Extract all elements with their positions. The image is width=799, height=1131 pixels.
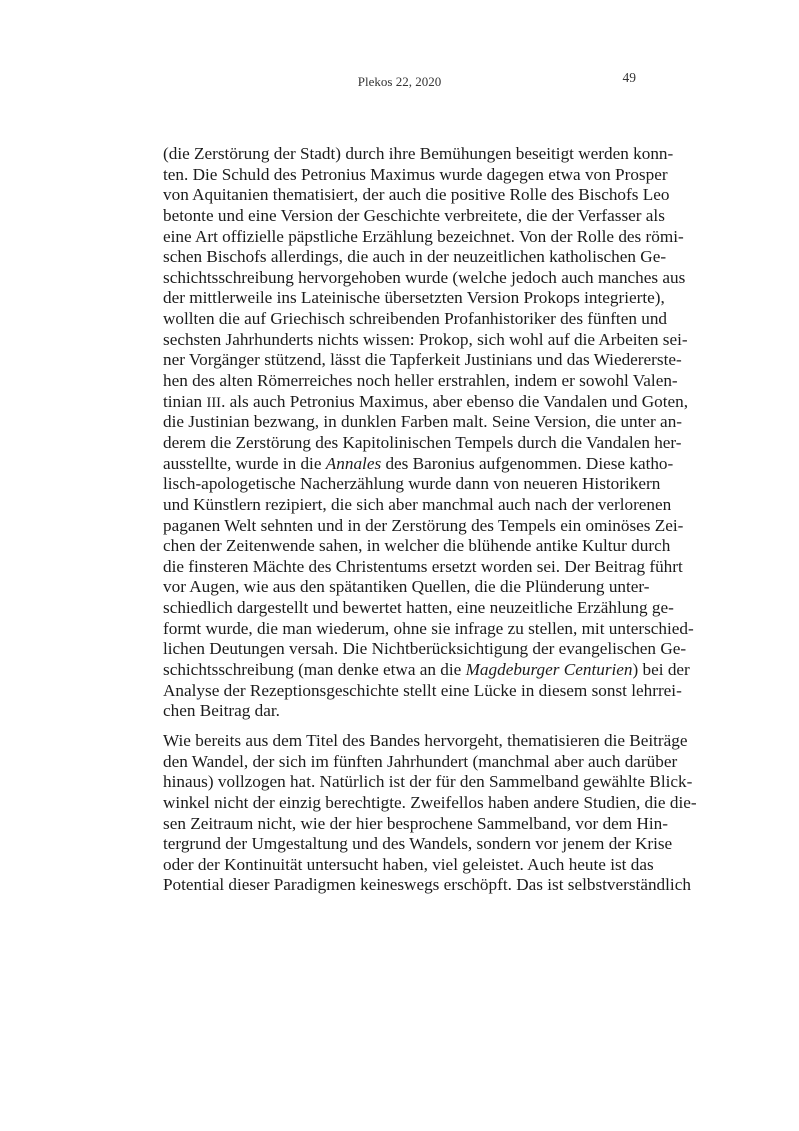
text-line: [163, 350, 682, 371]
text-line: [163, 536, 671, 557]
text-line: [163, 751, 678, 773]
text-line: [163, 329, 688, 351]
text-run: wollten die auf Griechisch schreibenden Profanhistoriker des fünften und: [163, 309, 668, 329]
text-run: Wie bereits aus dem Titel des Bandes hervorgeht, thematisieren die Beiträge: [163, 730, 688, 750]
text-run: hen des alten Römerreiches noch heller erstrahlen, indem er sowohl Valen-: [163, 371, 678, 391]
text-line: [163, 792, 697, 814]
text-run: lichen Deutungen versah. Die Nichtberücksichtigung der evangelischen Ge-: [163, 639, 687, 659]
text-run: Analyse der Rezeptionsgeschichte stellt eine Lücke in diesem sonst lehrrei-: [163, 680, 682, 700]
text-line: [163, 701, 636, 722]
text-run: oder der Kontinuität untersucht haben, viel geleistet. Auch heute ist das: [163, 854, 654, 874]
text-run: schichtsschreibung hervorgehoben wurde (welche jedoch auch manches aus: [163, 267, 686, 287]
text-line: [163, 247, 667, 268]
text-line: [163, 371, 678, 392]
text-run: tinian: [163, 391, 207, 411]
text-run: den Wandel, der sich im fünften Jahrhundert (manchmal aber auch darüber: [163, 751, 678, 771]
running-header: [163, 70, 636, 94]
text-run: Potential dieser Paradigmen keineswegs erschöpft. Das ist selbstverständlich: [163, 875, 691, 895]
page-number: 49: [622, 70, 636, 85]
text-run: und Künstlern rezipiert, die sich aber manchmal auch nach der verlorenen: [163, 494, 672, 514]
text-run: ner Vorgänger stützend, lässt die Tapferkeit Justinians und das Wiedererste-: [163, 350, 682, 370]
text-run: schen Bischofs allerdings, die auch in der neuzeitlichen katholischen Ge-: [163, 247, 667, 267]
text-line: [163, 598, 674, 619]
text-run: vor Augen, wie aus den spätantiken Quellen, die die Plünderung unter-: [163, 577, 650, 597]
text-line: [163, 515, 684, 537]
text-line: [163, 556, 683, 578]
roman-numeral: III: [206, 394, 222, 411]
paragraph-2: [163, 730, 697, 896]
text-line: [163, 772, 693, 793]
text-run: betonte und eine Version der Geschichte verbreitete, die der Verfasser als: [163, 205, 665, 225]
text-run: eine Art offizielle päpstliche Erzählung bezeichnet. Von der Rolle des römi-: [163, 226, 684, 246]
text-run: ten. Die Schuld des Petronius Maximus wurde dagegen etwa von Prosper: [163, 164, 668, 184]
text-line: [163, 164, 668, 186]
text-line: [163, 226, 684, 248]
text-line: [163, 267, 686, 289]
text-run: hinaus) vollzogen hat. Natürlich ist der für den Sammelband gewählte Blick-: [163, 772, 693, 792]
text-run: chen der Zeitenwende sahen, in welcher die blühende antike Kultur durch: [163, 536, 671, 556]
text-line: [163, 309, 668, 330]
text-line: [163, 144, 674, 165]
text-line: [163, 185, 670, 206]
text-run: chen Beitrag dar.: [163, 701, 280, 721]
text-run: . als auch Petronius Maximus, aber ebenso die Vandalen und Goten,: [221, 391, 689, 411]
text-run: sen Zeitraum nicht, wie der hier besprochene Sammelband, vor dem Hin-: [163, 813, 668, 833]
text-run: lisch-apologetische Nacherzählung wurde dann von neueren Historikern: [163, 474, 661, 494]
text-line: [163, 854, 654, 876]
text-line: [163, 453, 674, 475]
text-run: sechsten Jahrhunderts nichts wissen: Prokop, sich wohl auf die Arbeiten sei-: [163, 329, 688, 349]
text-line: [163, 680, 682, 702]
text-run: schiedlich dargestellt und bewertet hatten, eine neuzeitliche Erzählung ge-: [163, 598, 674, 618]
text-run: tergrund der Umgestaltung und des Wandels, sondern vor jenem der Krise: [163, 834, 673, 854]
text-line: [163, 660, 690, 681]
text-run: die Justinian bezwang, in dunklen Farben malt. Seine Version, die unter an-: [163, 412, 683, 432]
text-run: derem die Zerstörung des Kapitolinischen Tempels durch die Vandalen her-: [163, 432, 682, 452]
text-line: [163, 875, 691, 896]
text-line: [163, 288, 665, 309]
text-line: [163, 432, 682, 454]
text-run: schichtsschreibung (man denke etwa an die: [163, 660, 466, 680]
text-run: der mittlerweile ins Lateinische übersetzten Version Prokops integrierte),: [163, 288, 665, 308]
text-line: [163, 577, 650, 598]
text-line: [163, 494, 672, 516]
text-run: von Aquitanien thematisiert, der auch die positive Rolle des Bischofs Leo: [163, 185, 670, 205]
text-line: [163, 391, 689, 413]
italic-title: Annales: [325, 453, 382, 473]
text-line: [163, 834, 673, 855]
text-run: die finsteren Mächte des Christentums ersetzt worden sei. Der Beitrag führt: [163, 556, 683, 576]
text-line: [163, 618, 694, 640]
journal-citation: Plekos 22, 2020: [357, 74, 442, 89]
text-run: ) bei der: [632, 660, 690, 680]
text-line: [163, 730, 688, 752]
text-run: ausstellte, wurde in die: [163, 453, 326, 473]
text-run: des Baronius aufgenommen. Diese katho-: [381, 453, 674, 473]
text-line: [163, 474, 661, 495]
italic-title: Magdeburger Centurien: [465, 660, 633, 680]
text-run: (die Zerstörung der Stadt) durch ihre Bemühungen beseitigt werden konn-: [163, 144, 674, 163]
text-line: [163, 639, 687, 660]
text-line: [163, 412, 683, 433]
paragraph-1: [163, 144, 694, 722]
text-line: [163, 813, 668, 835]
body-text: [163, 144, 697, 896]
text-run: formt wurde, die man wiederum, ohne sie infrage zu stellen, mit unterschied-: [163, 618, 694, 638]
text-line: [163, 205, 665, 227]
text-run: winkel nicht der einzig berechtigte. Zweifellos haben andere Studien, die die-: [163, 792, 697, 812]
text-run: paganen Welt sehnten und in der Zerstörung des Tempels ein ominöses Zei-: [163, 515, 684, 535]
